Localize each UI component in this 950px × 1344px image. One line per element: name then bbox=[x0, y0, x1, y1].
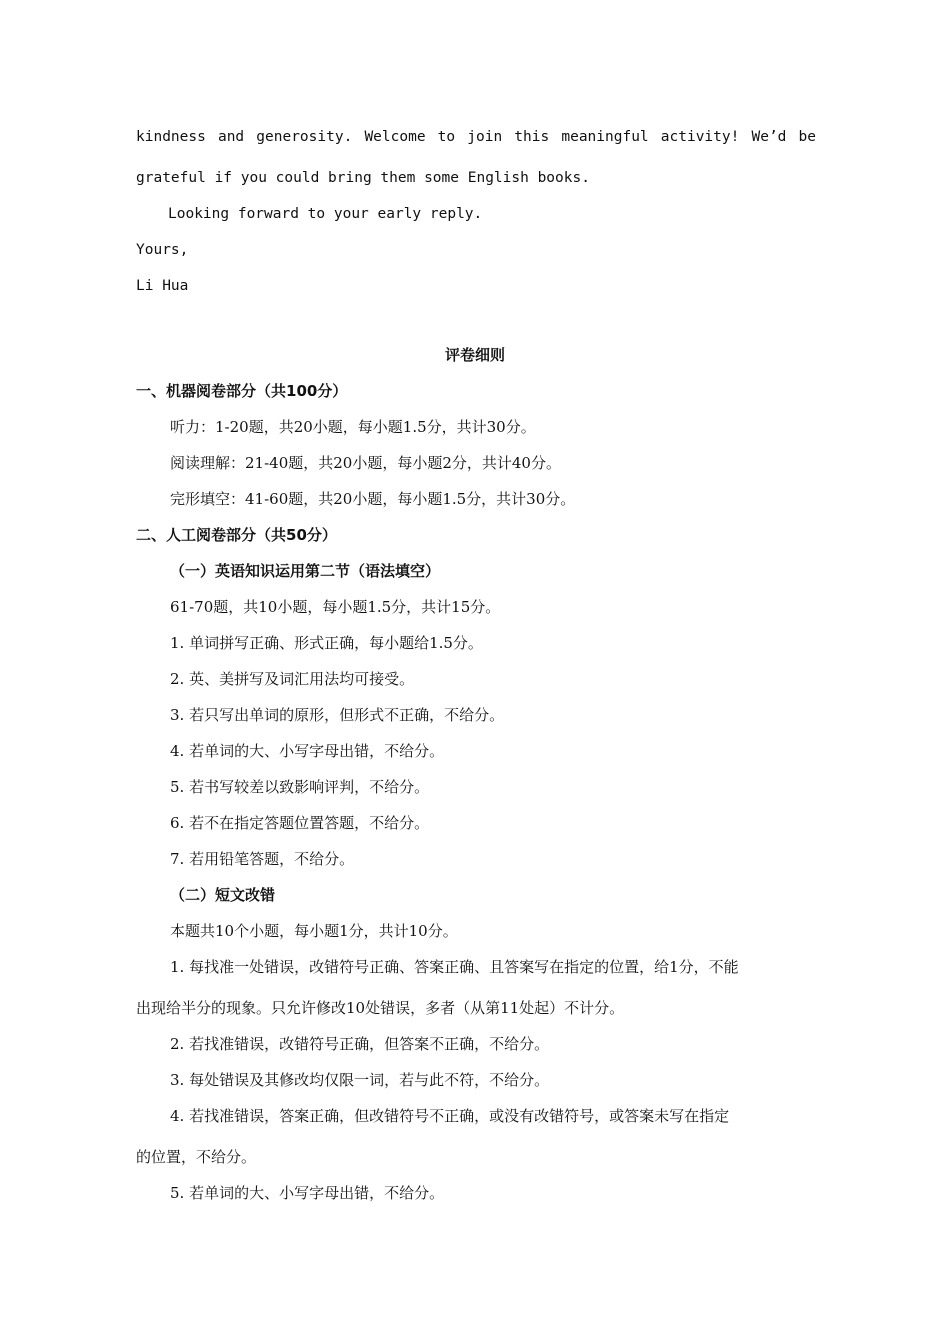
part1-item: 阅读理解：21-40题，共20小题，每小题2分，共计40分。 bbox=[170, 454, 561, 472]
letter-line: Looking forward to your early reply. bbox=[168, 206, 483, 222]
section1-rule: 7. 若用铅笔答题，不给分。 bbox=[170, 850, 355, 868]
section1-heading: （一）英语知识运用第二节（语法填空） bbox=[170, 562, 441, 580]
letter-line: kindness and generosity. Welcome to join this meaningful activity! We’d be bbox=[136, 129, 816, 145]
letter-closing: Yours, bbox=[136, 242, 189, 258]
section1-rule: 2. 英、美拼写及词汇用法均可接受。 bbox=[170, 670, 415, 688]
section2-rule: 的位置，不给分。 bbox=[136, 1148, 257, 1166]
section1-rule: 3. 若只写出单词的原形，但形式不正确，不给分。 bbox=[170, 706, 505, 724]
part1-item: 完形填空：41-60题，共20小题，每小题1.5分，共计30分。 bbox=[170, 490, 576, 508]
section2-rule: 5. 若单词的大、小写字母出错，不给分。 bbox=[170, 1184, 445, 1202]
section2-rule: 出现给半分的现象。只允许修改10处错误，多者（从第11处起）不计分。 bbox=[136, 999, 625, 1017]
section2-rule: 4. 若找准错误，答案正确，但改错符号不正确，或没有改错符号，或答案未写在指定 bbox=[170, 1107, 730, 1125]
section1-intro: 61-70题，共10小题，每小题1.5分，共计15分。 bbox=[170, 598, 501, 616]
part1-heading: 一、机器阅卷部分（共100分） bbox=[136, 382, 348, 400]
rubric-title: 评卷细则 bbox=[444, 346, 505, 364]
section1-rule: 1. 单词拼写正确、形式正确，每小题给1.5分。 bbox=[170, 634, 483, 652]
section2-heading: （二）短文改错 bbox=[170, 886, 276, 904]
section1-rule: 4. 若单词的大、小写字母出错，不给分。 bbox=[170, 742, 445, 760]
section2-rule: 1. 每找准一处错误，改错符号正确、答案正确、且答案写在指定的位置，给1分，不能 bbox=[170, 958, 739, 976]
section1-rule: 6. 若不在指定答题位置答题，不给分。 bbox=[170, 814, 430, 832]
section2-rule: 2. 若找准错误，改错符号正确，但答案不正确，不给分。 bbox=[170, 1035, 550, 1053]
part2-heading: 二、人工阅卷部分（共50分） bbox=[136, 526, 337, 544]
section1-rule: 5. 若书写较差以致影响评判，不给分。 bbox=[170, 778, 430, 796]
part1-item: 听力：1-20题，共20小题，每小题1.5分，共计30分。 bbox=[170, 418, 536, 436]
letter-line: grateful if you could bring them some English books. bbox=[136, 170, 590, 186]
section2-intro: 本题共10个小题，每小题1分，共计10分。 bbox=[170, 922, 458, 940]
section2-rule: 3. 每处错误及其修改均仅限一词，若与此不符，不给分。 bbox=[170, 1071, 550, 1089]
letter-signature: Li Hua bbox=[136, 278, 189, 294]
